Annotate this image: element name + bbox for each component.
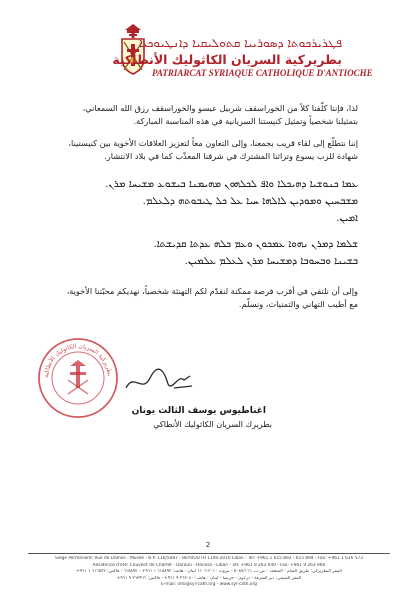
syriac-line: ܡܫܒܚܝܢ ܘܡܘܕܝܢ ܠܐܠܗܐ ܚܝܐ ܥܠ ܟܠ ܛܝܒܘܬܗ ܕܠܥܠܡ.: [142, 196, 358, 207]
paragraph-1: لذا، فإننا كلّفنا كلاً من الخوراسقف شربيل عيسو والخوراسقف رزق الله السمعاني، بتمثيلنا شخصياً وتمثيل كنيستنا السريانية في هذه المناسبة المباركة.: [82, 103, 358, 126]
footer-line-5: E-mail: info@syr-cath.org - www.syr-cath.org: [161, 582, 257, 588]
footer-line-4: المقر الصيفي: دير الشرفة - درعون - حريصا - لبنان - هاتف: ٢٦٣٠٤٠ ٩ ٩٦١+ - فاكس: ٢٦٣٩٦٦ ٩ ٩٦١+: [116, 575, 302, 581]
syriac-line: ܐܡܝܢ.: [336, 213, 358, 224]
syriac-paragraph-2: [58, 236, 358, 270]
signatory-title: بطريرك السريان الكاثوليك الأنطاكي: [153, 420, 272, 429]
syriac-line: ܫܠܡܐ ܕܡܪܢ ܢܗܘܐ ܥܡܟܘܢ ܘܥܡ ܟܠܗ ܥܕܬܐ ܩܕܝܫܬܐ.: [153, 239, 358, 250]
french-title: PATRIARCAT SYRIAQUE CATHOLIQUE D'ANTIOCHE: [152, 68, 373, 78]
syriac-paragraph-1: [58, 176, 358, 227]
official-seal-icon: [36, 336, 120, 420]
footer-divider: [28, 553, 390, 554]
letterhead: [112, 36, 373, 78]
arabic-title: بطريركية السريان الكاثوليك الأنطاكية: [112, 52, 342, 67]
syriac-line: ܥܡܐ ܟܢܘܫܝܐ ܕܗܝܟܠܐ ܘܐܦ ܠܟܠܗܘܢ ܡܗܝܡܢܐ ܒܝܫܘܥ ܡܫܝܚܐ ܡܪܢ.: [105, 179, 358, 190]
seal-text: بطريركية السريان الكاثوليك الأنطاكية: [42, 342, 113, 379]
footer-line-3: المقر البطريركي: طريق الشام - المتحف - ص.ب. ٥٠٨٧/١١٦ - بيروت ٢٠١٠-١١٠٦ لبنان - هاتف: ٦١٥٨٩٢ ١ ٩٦١+ - ٦١٥٨٩٤ - فاكس: ٦١٦٥٧٣ ١ ٩٦١+: [76, 569, 342, 575]
page-number: 2: [205, 541, 211, 549]
syriac-line: ܒܫܝܢܐ ܘܒܚܘܒܐ ܕܡܫܝܚܐ ܡܪܢ ܠܥܠܡ ܥܠܡܝܢ.: [184, 256, 358, 267]
footer-line-2: Résidence d'été: Couvent de Charfet - Daroun - Harissa - Liban - Tél: +961 9 263 040 - Fax: +961 9 263 966: [92, 562, 326, 568]
signatory-name: اغناطيوس يوسف الثالث يونان: [131, 406, 266, 416]
syriac-title: ܦܛܪܝܪܟܘܬܐ ܕܣܘܪܝܝܐ ܩܬܘܠܝܩܝܐ ܕܐܢܛܝܘܟܝܐ: [139, 36, 342, 50]
paragraph-2: إننا نتطلّع إلى لقاء قريب يجمعنا، وإلى التعاون معاً لتعزيز العلاقات الأخوية بين كنيستينا، شهادة للرب يسوع وتراثنا المشترك في شرقنا المعذّب كما في بلاد الانتشار.: [68, 138, 358, 161]
paragraph-3: وإلى أن نلتقي في أقرب فرصة ممكنة لنقدّم لكم التهنئة شخصياً، نهديكم محبّتنا الأخوية، مع أطيب التهاني والتمنيات، ونسلّم.: [66, 286, 358, 309]
handwritten-signature: [124, 366, 194, 396]
footer-line-1: Siège Permanent: Rue de Damas - Musée - B.P. 116/5087 - BEYROUTH 1106-2010 Liban - Tél: +961 1 615 892 - 615 894 - Fax: +961 1 616 573: [55, 556, 363, 561]
